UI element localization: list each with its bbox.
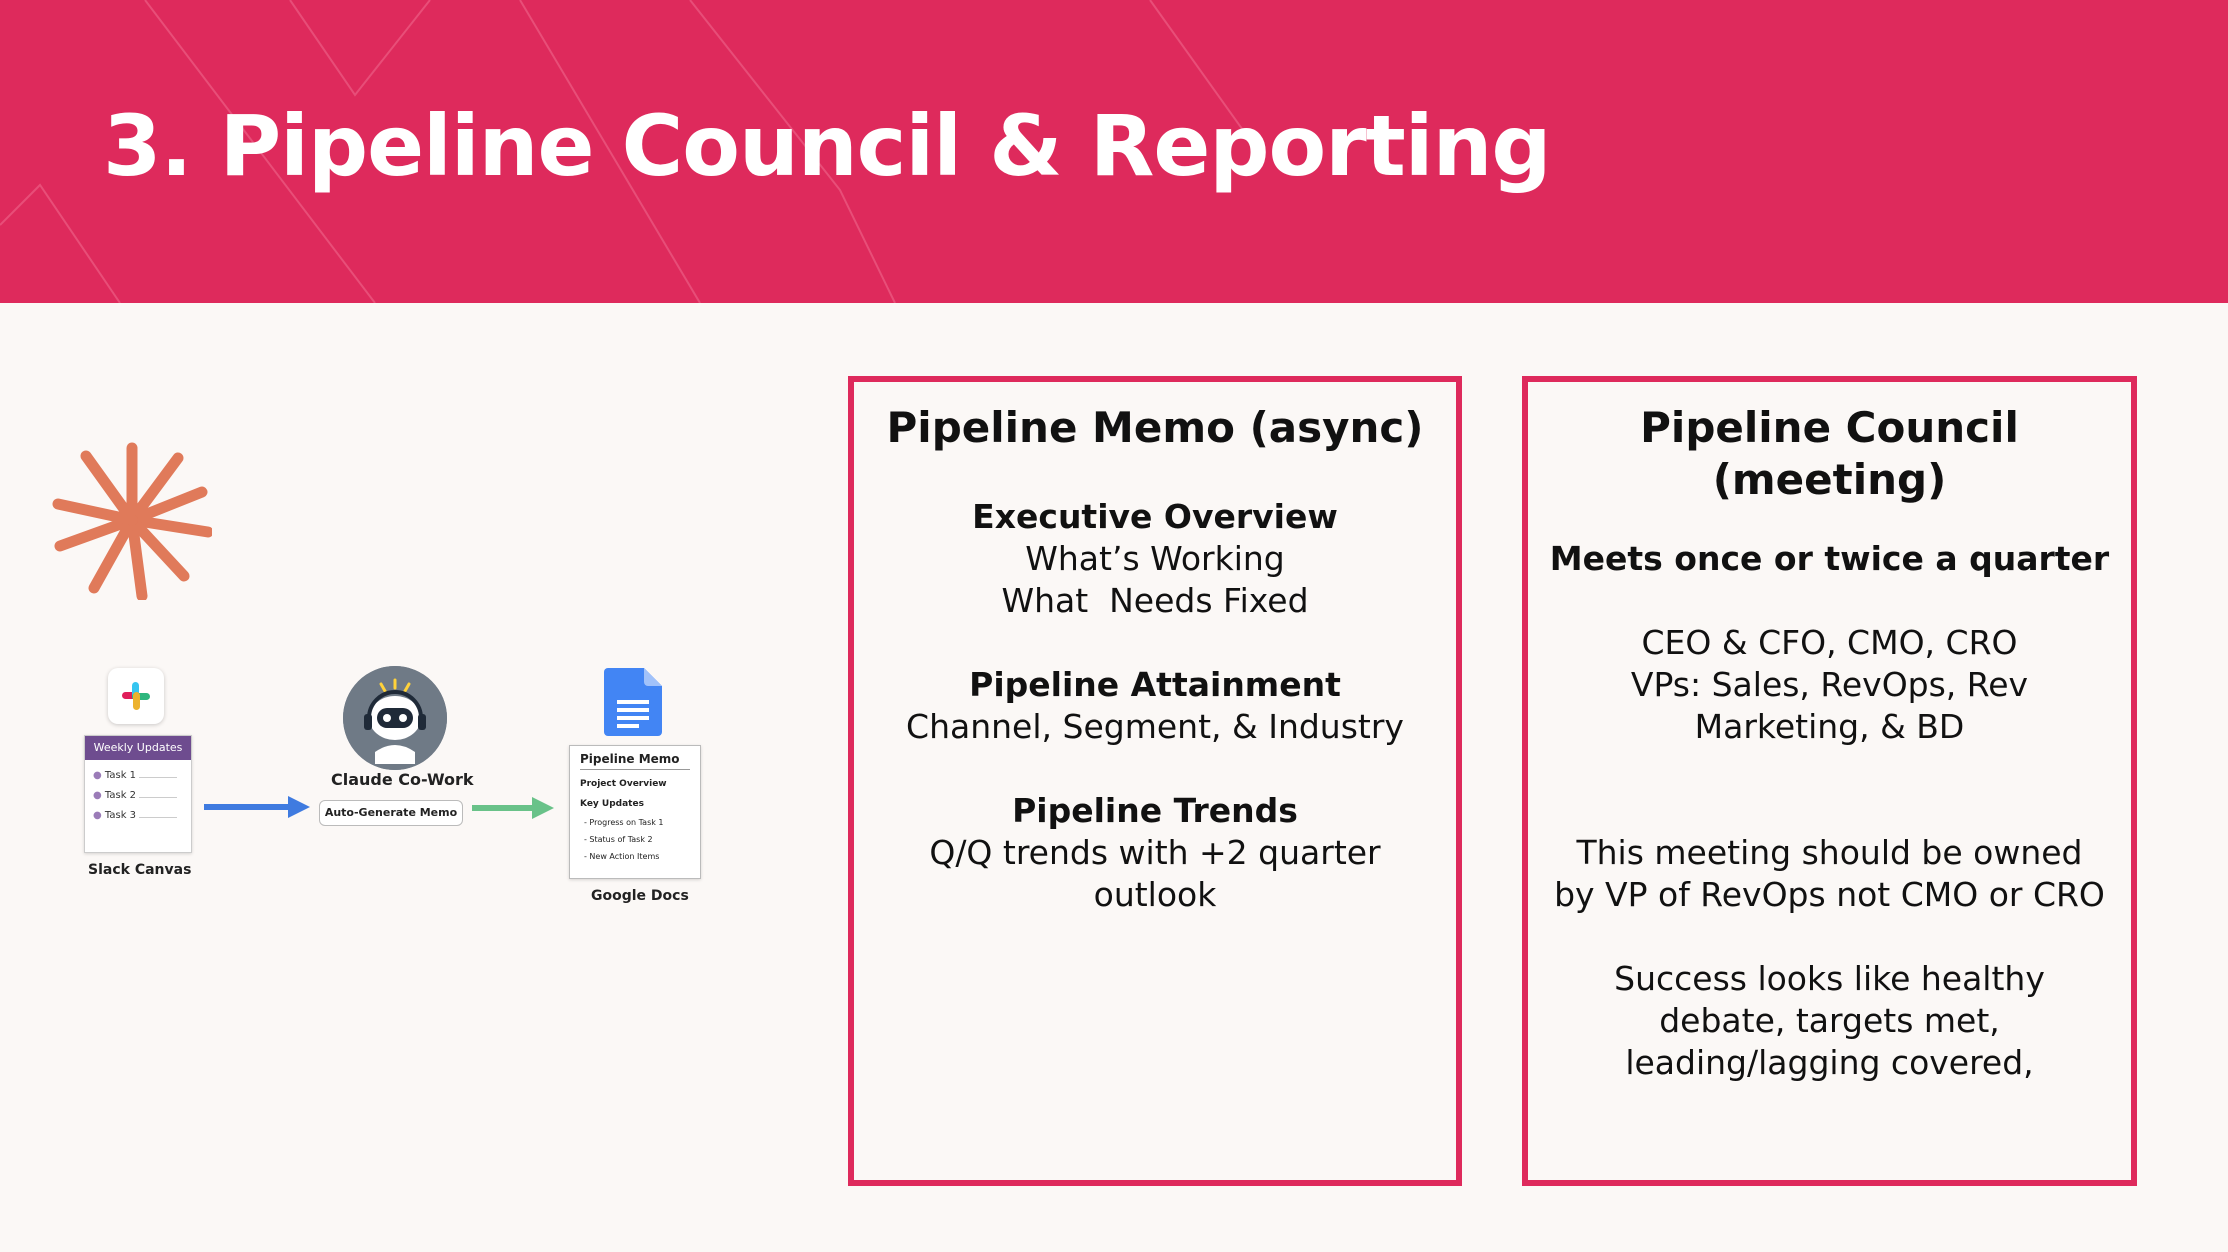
doc-line: - Progress on Task 1 [584,818,664,827]
arrow-right-icon [204,794,310,820]
slack-canvas-caption: Slack Canvas [88,862,192,878]
council-card-title: Pipeline Council [1640,403,2019,452]
section-line: What Needs Fixed [1001,581,1309,620]
council-ownership [1528,832,2131,916]
task-item: ● Task 3 [93,806,183,826]
pipeline-memo-document [569,745,701,879]
claude-cowork-label: Claude Co-Work [331,770,474,789]
section-line: outlook [1093,875,1217,914]
memo-section-executive-overview [854,496,1456,622]
section-heading: Pipeline Attainment [969,665,1341,704]
attendee-line: VPs: Sales, RevOps, Rev [1630,665,2029,704]
ownership-line: This meeting should be owned [1576,833,2083,872]
council-card-subtitle: (meeting) [1712,455,1947,504]
doc-line: - New Action Items [584,852,660,861]
task-item: ● Task 2 [93,786,183,806]
google-docs-caption: Google Docs [591,888,689,904]
slack-canvas-card [84,735,192,853]
attendee-line: Marketing, & BD [1694,707,1965,746]
doc-line: - Status of Task 2 [584,835,653,844]
slack-logo-icon [108,668,164,724]
attendee-line: CEO & CFO, CMO, CRO [1641,623,2018,662]
section-heading: Pipeline Trends [1012,791,1298,830]
arrow-right-icon [472,795,554,821]
orange-starburst-icon [52,440,212,600]
doc-line: Project Overview [580,779,667,789]
doc-line: Key Updates [580,799,644,809]
council-success [1528,958,2131,1084]
section-line: Channel, Segment, & Industry [906,707,1404,746]
success-line: Success looks like healthy [1614,959,2045,998]
section-line: What’s Working [1025,539,1285,578]
pipeline-memo-card [848,376,1462,1186]
doc-title: Pipeline Memo [580,752,690,770]
section-heading: Executive Overview [972,497,1338,536]
memo-section-pipeline-attainment [854,664,1456,748]
google-docs-icon [604,668,662,736]
pipeline-council-card [1522,376,2137,1186]
task-item: ● Task 1 [93,766,183,786]
workflow-diagram [0,0,760,1252]
auto-generate-memo-pill: Auto-Generate Memo [319,800,463,826]
page-title: 3. Pipeline Council & Reporting [103,97,1551,195]
success-line: leading/lagging covered, [1625,1043,2034,1082]
section-line: Q/Q trends with +2 quarter [929,833,1381,872]
robot-headset-icon [343,666,447,770]
ownership-line: by VP of RevOps not CMO or CRO [1554,875,2105,914]
success-line: debate, targets met, [1659,1001,2000,1040]
memo-card-title: Pipeline Memo (async) [886,403,1424,452]
council-cadence: Meets once or twice a quarter [1549,539,2110,578]
council-attendees [1528,622,2131,748]
weekly-updates-header: Weekly Updates [85,736,191,760]
memo-section-pipeline-trends [854,790,1456,916]
